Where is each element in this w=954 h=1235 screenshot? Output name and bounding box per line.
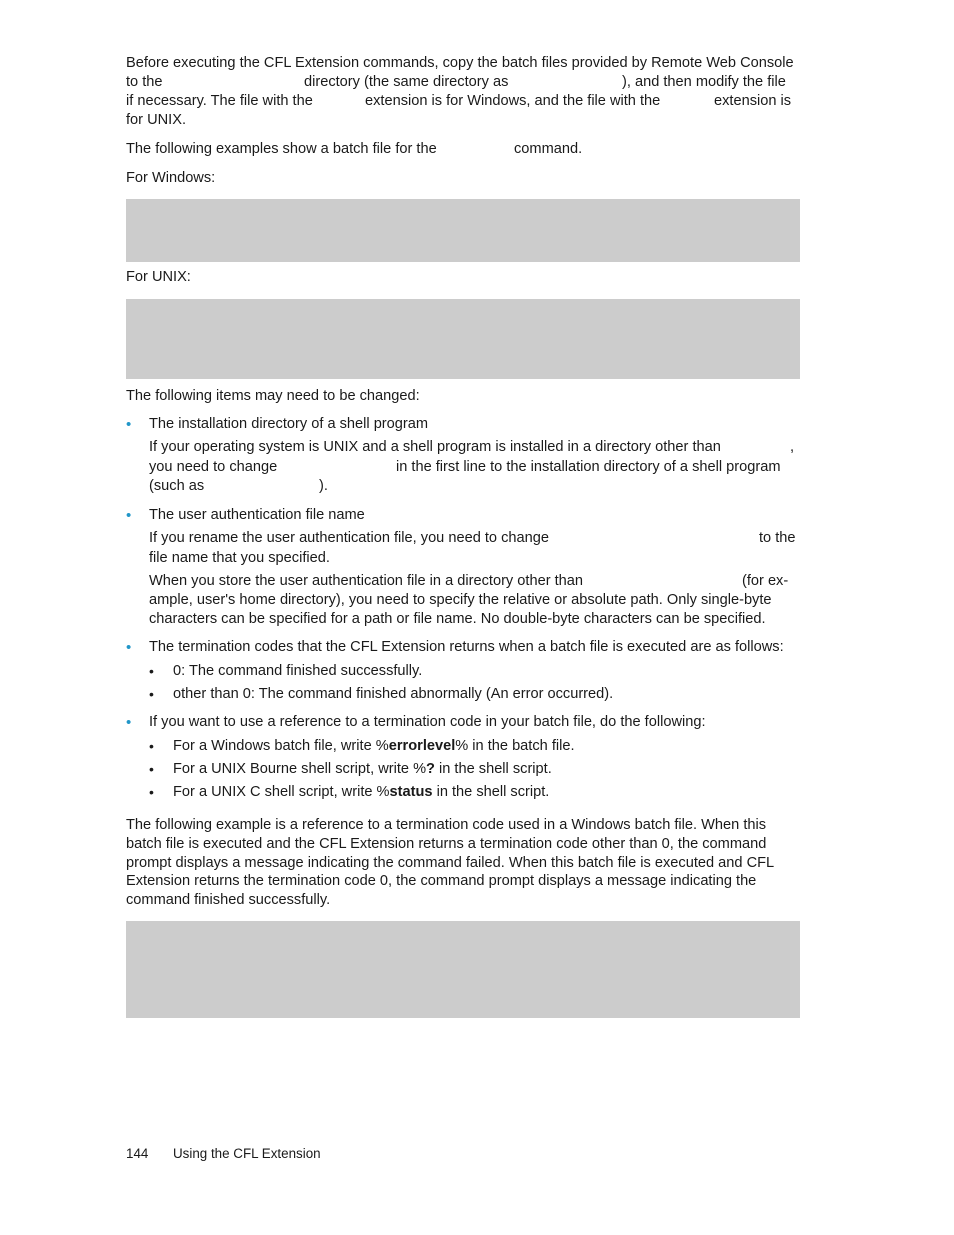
- item2-title: The user authentication file name: [149, 507, 365, 523]
- termination-code-block: [126, 921, 800, 1018]
- item2-p1a: If you rename the user authentication file, you need to change: [149, 530, 549, 546]
- item4-sub2: [173, 760, 552, 779]
- item4-sub1-text: For a Windows batch file, write %: [173, 738, 389, 754]
- bullet-3: •: [126, 639, 132, 656]
- sub-bullet: •: [149, 761, 154, 777]
- item4-sub3-keyword: status: [389, 784, 433, 800]
- sub-bullet: •: [149, 686, 154, 702]
- item3-sub2: other than 0: The command finished abnormally (An error occurred).: [173, 686, 614, 702]
- bullet-2: •: [126, 507, 132, 524]
- item1-line2a: you need to change: [149, 459, 278, 475]
- closing-line-4: Extension returns the termination code 0, the command prompt displays a message indicating the: [126, 873, 757, 889]
- intro-line-3c: extension is: [714, 93, 792, 109]
- sub-bullet: •: [149, 738, 154, 754]
- item1-line3b: ).: [319, 478, 328, 494]
- item4-title: If you want to use a reference to a termination code in your batch file, do the following:: [149, 714, 706, 730]
- bullet-4: •: [126, 714, 132, 731]
- closing-line-1: The following example is a reference to a termination code used in a Windows batch file. When this: [126, 817, 767, 833]
- item4-sub3: [173, 783, 549, 802]
- intro-line-3b: extension is for Windows, and the file with the: [365, 93, 661, 109]
- item3-title: The termination codes that the CFL Extension returns when a batch file is executed are as follows:: [149, 639, 784, 655]
- items-intro: The following items may need to be changed:: [126, 388, 420, 404]
- item4-sub3-text: For a UNIX C shell script, write %: [173, 784, 390, 800]
- item2-p2a: When you store the user authentication file in a directory other than: [149, 573, 584, 589]
- item1-title: The installation directory of a shell program: [149, 416, 429, 432]
- item1-line3a: (such as: [149, 478, 205, 494]
- intro-line-2b: directory (the same directory as: [304, 74, 509, 90]
- item4-sub2-text: For a UNIX Bourne shell script, write %: [173, 761, 427, 777]
- examples-intro-b: command.: [514, 141, 583, 157]
- intro-line-3a: if necessary. The file with the: [126, 93, 313, 109]
- unix-label: For UNIX:: [126, 269, 191, 285]
- item3-sub1: 0: The command finished successfully.: [173, 663, 423, 679]
- unix-code-block: [126, 299, 800, 379]
- sub-bullet: •: [149, 663, 154, 679]
- footer-section-title: Using the CFL Extension: [173, 1146, 321, 1161]
- closing-line-3: prompt displays a message indicating the command failed. When this batch file is executed and CFL: [126, 855, 775, 871]
- windows-label: For Windows:: [126, 170, 216, 186]
- sub-bullet: •: [149, 784, 154, 800]
- intro-line-4: for UNIX.: [126, 112, 187, 128]
- item1-line2b: in the first line to the installation directory of a shell program: [396, 459, 781, 475]
- examples-intro-a: The following examples show a batch file for the: [126, 141, 437, 157]
- item4-sub1: [173, 737, 575, 756]
- windows-code-block: [126, 199, 800, 262]
- closing-line-5: command finished successfully.: [126, 892, 331, 908]
- item4-sub1-keyword: errorlevel: [388, 738, 456, 754]
- item1-line1b: ,: [790, 439, 795, 455]
- intro-line-2c: ), and then modify the file: [622, 74, 786, 90]
- intro-line-2a: to the: [126, 74, 163, 90]
- item1-line1a: If your operating system is UNIX and a shell program is installed in a directory other than: [149, 439, 721, 455]
- item2-p2c: ample, user's home directory), you need to specify the relative or absolute path. Only single-byte: [149, 592, 772, 608]
- intro-line-1: Before executing the CFL Extension commands, copy the batch files provided by Remote Web Console: [126, 55, 794, 71]
- closing-line-2: batch file is executed and the CFL Extension returns a termination code other than 0, the command: [126, 836, 767, 852]
- item4-sub1-rest: % in the batch file.: [455, 738, 575, 754]
- page-number: 144: [126, 1146, 149, 1161]
- item4-sub2-rest: in the shell script.: [434, 761, 552, 777]
- item2-p1c: file name that you specified.: [149, 550, 330, 566]
- bullet-1: •: [126, 416, 132, 433]
- item4-sub3-rest: in the shell script.: [432, 784, 550, 800]
- item2-p2d: characters can be specified for a path or file name. No double-byte characters can be specified.: [149, 611, 766, 627]
- item4-sub2-keyword: ?: [426, 761, 435, 777]
- item2-p1b: to the: [759, 530, 796, 546]
- item2-p2b: (for ex-: [742, 573, 789, 589]
